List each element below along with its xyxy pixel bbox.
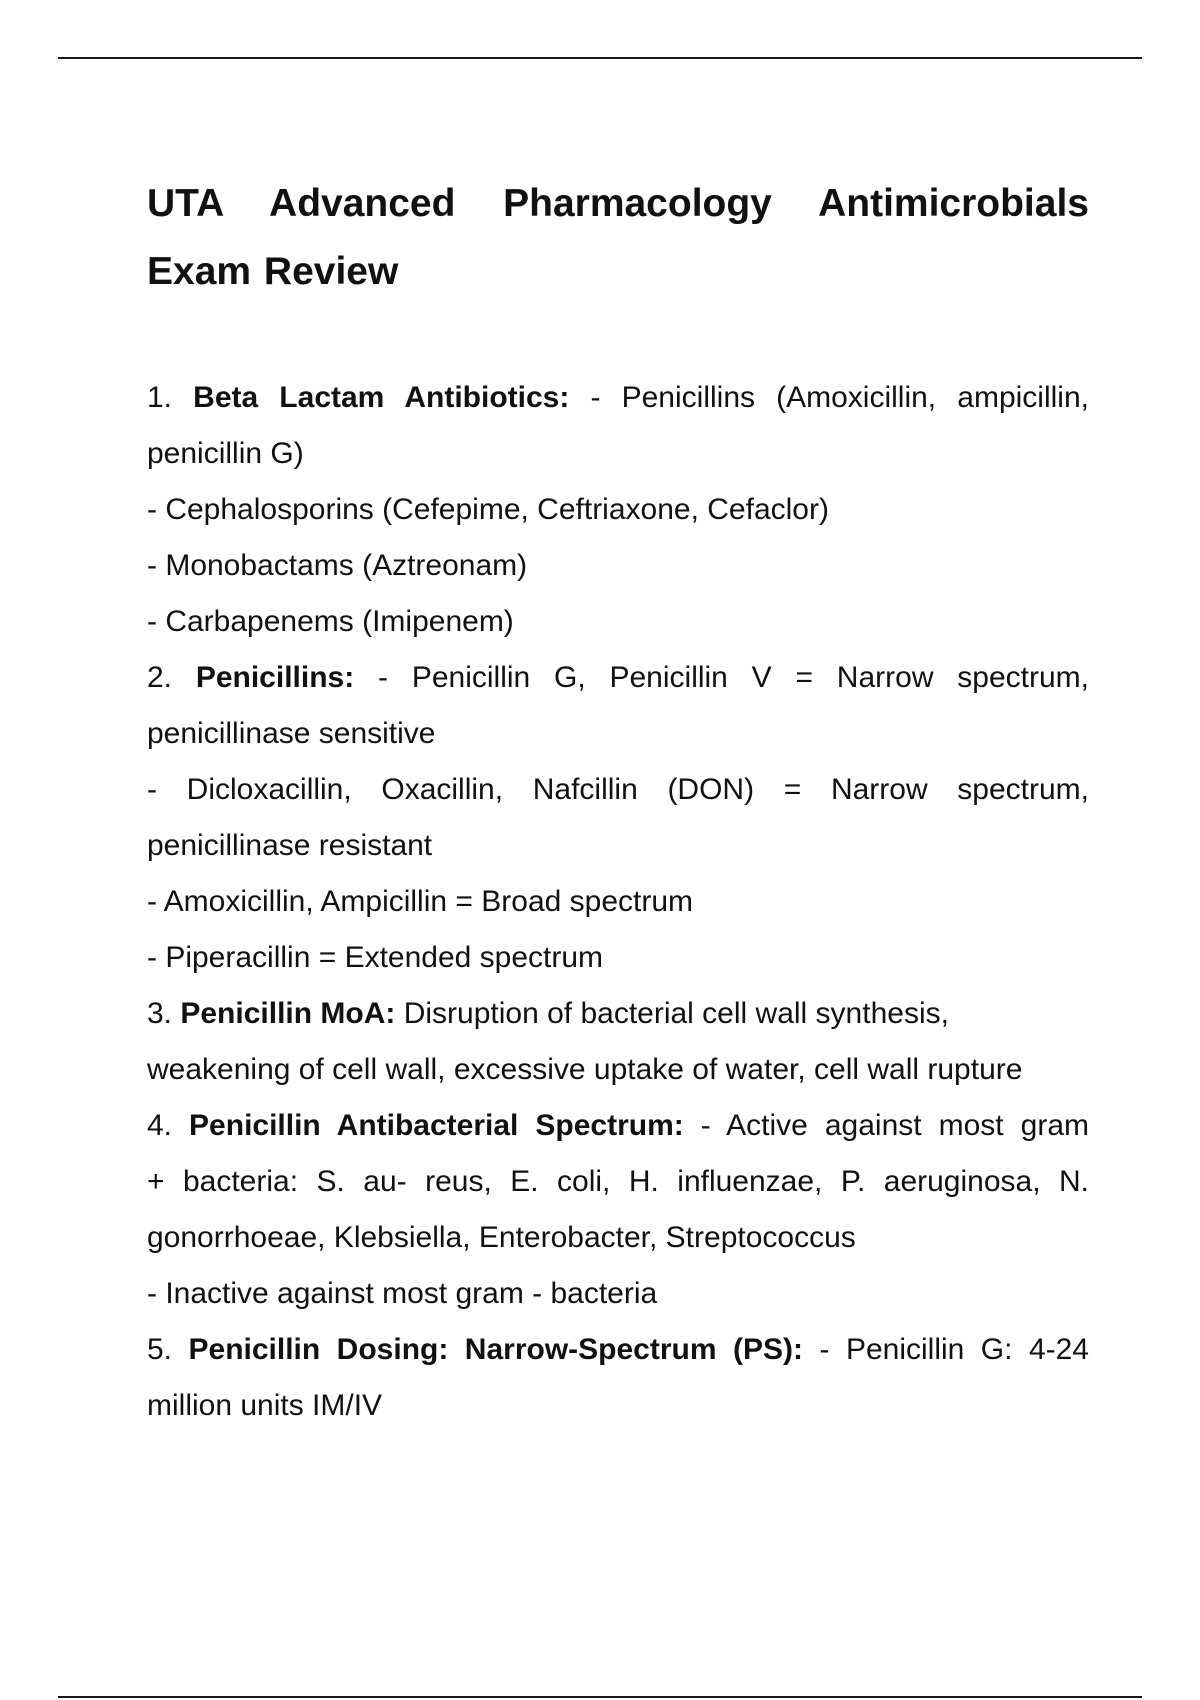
- text-line: 1. Beta Lactam Antibiotics: - Penicillins (Amoxicillin, ampicillin,: [147, 381, 1089, 414]
- text-line: 5. Penicillin Dosing: Narrow-Spectrum (PS): - Penicillin G: 4-24: [147, 1333, 1089, 1366]
- text-line: - Carbapenems (Imipenem): [147, 605, 514, 638]
- text-line: - Inactive against most gram - bacteria: [147, 1277, 658, 1310]
- review-items: [147, 370, 1089, 1434]
- text-line: penicillinase sensitive: [147, 717, 436, 750]
- text-line: - Dicloxacillin, Oxacillin, Nafcillin (DON) = Narrow spectrum,: [147, 773, 1089, 806]
- text-line: 4. Penicillin Antibacterial Spectrum: - Active against most gram: [147, 1109, 1089, 1142]
- text-line: gonorrhoeae, Klebsiella, Enterobacter, Streptococcus: [147, 1221, 856, 1254]
- text-line: penicillinase resistant: [147, 829, 433, 862]
- text-line: - Monobactams (Aztreonam): [147, 549, 528, 582]
- text-line: - Piperacillin = Extended spectrum: [147, 941, 604, 974]
- text-line: 3. Penicillin MoA: Disruption of bacterial cell wall synthesis,: [147, 997, 949, 1030]
- bottom-rule: [58, 1696, 1142, 1698]
- text-line: 2. Penicillins: - Penicillin G, Penicillin V = Narrow spectrum,: [147, 661, 1089, 694]
- document-title: UTA Advanced Pharmacology Antimicrobials Exam Review: [147, 182, 1089, 293]
- text-line: + bacteria: S. au- reus, E. coli, H. influenzae, P. aeruginosa, N.: [147, 1165, 1089, 1198]
- text-line: - Amoxicillin, Ampicillin = Broad spectrum: [147, 885, 694, 918]
- document-body: [147, 170, 1089, 1434]
- text-line: - Cephalosporins (Cefepime, Ceftriaxone, Cefaclor): [147, 493, 829, 526]
- top-rule: [58, 57, 1142, 59]
- text-line: weakening of cell wall, excessive uptake of water, cell wall rupture: [147, 1053, 1023, 1086]
- text-line: penicillin G): [147, 437, 304, 470]
- text-line: million units IM/IV: [147, 1389, 383, 1422]
